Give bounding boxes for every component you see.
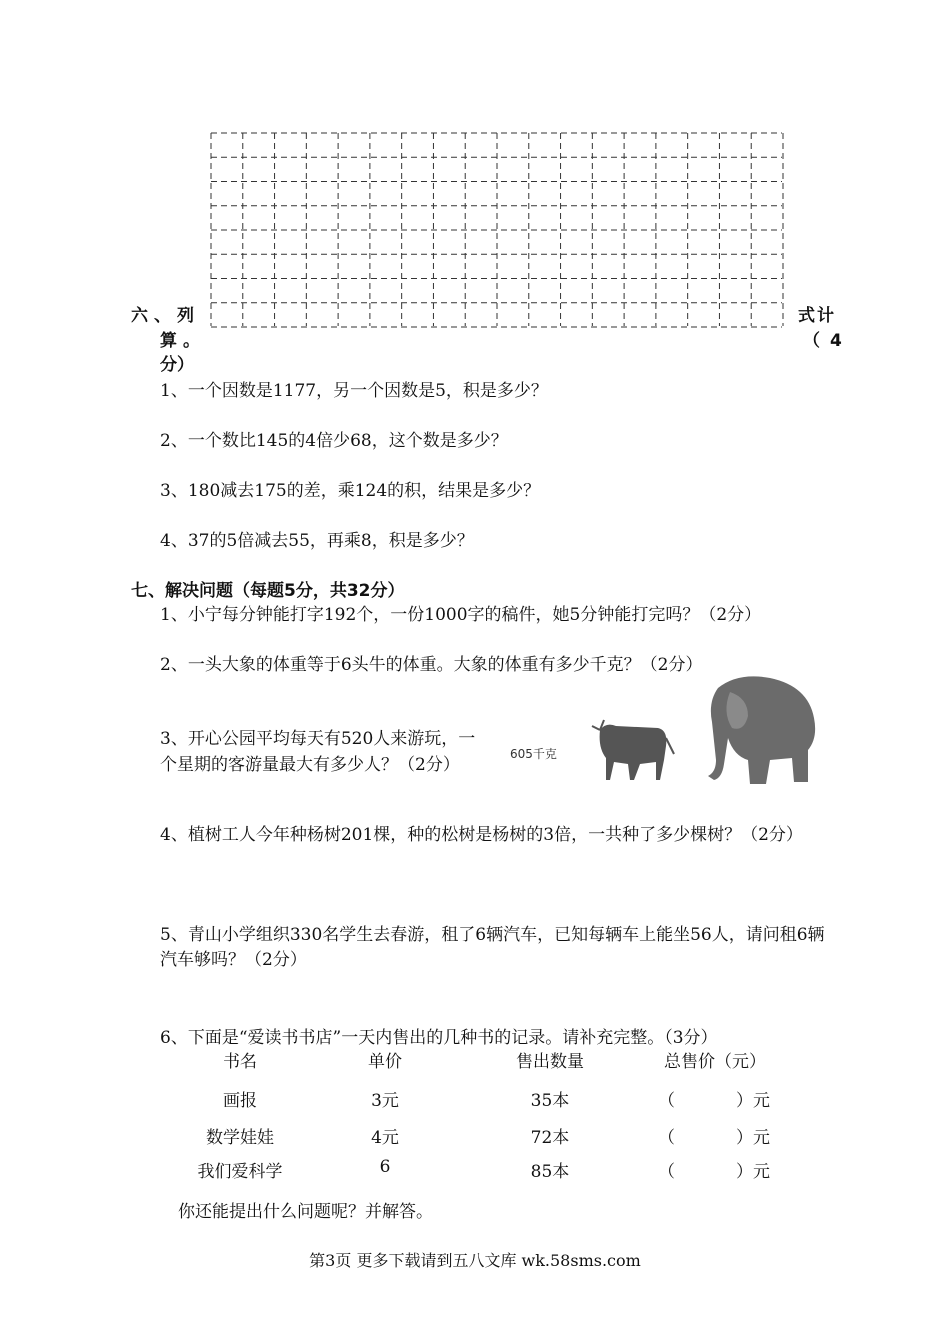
section6-item-3: 3、180减去175的差，乘124的积，结果是多少？ (160, 481, 541, 501)
row3-blank-open: （ (658, 1162, 675, 1182)
section7-q4: 4、植树工人今年种杨树201棵，种的松树是杨树的3倍，一共种了多少棵树？（2分） (160, 825, 803, 845)
header-total-price: 总售价（元） (664, 1052, 766, 1072)
header-book-name: 书名 (223, 1052, 257, 1072)
elephant-icon (708, 676, 815, 784)
row2-blank-close: ）元 (736, 1128, 770, 1148)
row2-blank-open: （ (658, 1128, 675, 1148)
header-quantity-sold: 售出数量 (516, 1052, 584, 1072)
section6-heading-right1: 式计 (798, 306, 836, 326)
row1-name: 画报 (223, 1091, 257, 1111)
table-header-row (0, 1047, 950, 1075)
table-row (0, 1123, 950, 1151)
row3-qty: 85本 (530, 1162, 570, 1182)
page-footer: 第3页 更多下载请到五八文库 wk.58sms.com (309, 1251, 641, 1270)
row3-name: 我们爱科学 (197, 1162, 283, 1182)
row2-name: 数学娃娃 (206, 1128, 274, 1148)
row1-qty: 35本 (530, 1091, 570, 1111)
row2-price: 4元 (371, 1128, 399, 1148)
section6-item-2: 2、一个数比145的4倍少68，这个数是多少？ (160, 431, 508, 451)
section6-heading-right2: （4 (803, 331, 852, 351)
row1-blank-open: （ (658, 1091, 675, 1111)
section6-heading-part1: 六、列 (131, 306, 200, 326)
row1-blank-close: ）元 (736, 1091, 770, 1111)
section7-followup: 你还能提出什么问题呢？并解答。 (178, 1202, 433, 1222)
section7-q3-line1: 3、开心公园平均每天有520人来游玩，一 (160, 729, 476, 749)
section6-item-1: 1、一个因数是1177，另一个因数是5，积是多少？ (160, 381, 548, 401)
row3-price: 6 (379, 1157, 391, 1177)
dashed-writing-grid (210, 132, 784, 328)
cow-weight-label: 605千克 (510, 747, 557, 761)
row1-price: 3元 (371, 1091, 399, 1111)
cow-elephant-illustration (508, 668, 828, 790)
section7-q6: 6、下面是“爱读书书店”一天内售出的几种书的记录。请补充完整。（3分） (160, 1028, 718, 1048)
section6-heading-part2: 算。 (160, 331, 206, 351)
section7-q1: 1、小宁每分钟能打字192个，一份1000字的稿件，她5分钟能打完吗？（2分） (160, 605, 762, 625)
section7-q5: 5、青山小学组织330名学生去春游，租了6辆汽车，已知每辆车上能坐56人，请问租6辆汽车够吗？（2分） (160, 925, 825, 970)
section7-q3-line2: 个星期的客游量最大有多少人？（2分） (160, 755, 460, 775)
cow-icon (592, 720, 674, 780)
section7-q2: 2、一头大象的体重等于6头牛的体重。大象的体重有多少千克？（2分） (160, 655, 703, 675)
row2-qty: 72本 (530, 1128, 570, 1148)
header-unit-price: 单价 (368, 1052, 402, 1072)
section6-heading-part3: 分） (160, 355, 194, 375)
table-row (0, 1086, 950, 1114)
table-row (0, 1157, 950, 1185)
section7-heading: 七、解决问题（每题5分，共32分） (131, 581, 405, 601)
section6-item-4: 4、37的5倍减去55，再乘8，积是多少？ (160, 531, 474, 551)
row3-blank-close: ）元 (736, 1162, 770, 1182)
